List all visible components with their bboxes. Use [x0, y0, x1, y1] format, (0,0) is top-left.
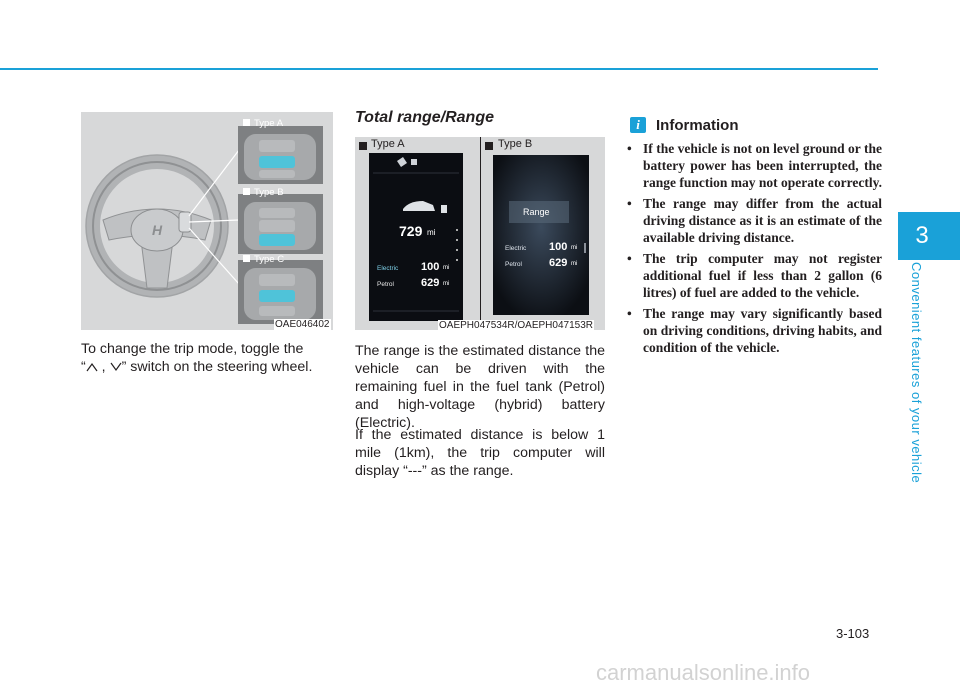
bullet: • — [627, 306, 632, 321]
type-b-figure-label: Type B — [254, 187, 284, 198]
electric-value-b: 100 — [549, 241, 568, 253]
information-icon: i — [630, 117, 646, 133]
down-arrow-icon — [110, 359, 122, 369]
type-c-figure-label: Type C — [254, 254, 285, 265]
steering-wheel-illustration — [81, 112, 333, 330]
type-a-label: Type A — [371, 138, 405, 150]
petrol-value-b: 629 — [549, 257, 568, 269]
screen-b-graphics — [493, 155, 589, 315]
cluster-screen-type-a — [369, 153, 463, 321]
list-item — [626, 195, 882, 246]
section-title: Total range/Range — [355, 109, 494, 126]
type-b-panel — [238, 194, 323, 254]
info-item-text: The trip computer may not register additional fuel if less than 2 gallon (6 litres) of fuel are added to the vehicle. — [643, 251, 882, 300]
figure-divider — [480, 137, 481, 321]
range-paragraph-2: If the estimated distance is below 1 mile (1km), the trip computer will display “---” as the range. — [355, 427, 605, 479]
chapter-number: 3 — [915, 222, 929, 249]
quote-open: “ — [81, 359, 86, 375]
trip-mode-text-1: To change the trip mode, toggle the — [81, 341, 304, 357]
electric-value-a: 100 — [421, 261, 440, 273]
chapter-tab — [898, 212, 960, 260]
info-item-text: If the vehicle is not on level ground or the battery power has been interrupted, the range function may not operate correctly. — [643, 141, 882, 190]
bullet: • — [627, 251, 632, 266]
header-rule — [0, 68, 878, 70]
petrol-unit-b: mi — [571, 261, 578, 267]
info-item-text: The range may vary significantly based on driving conditions, driving habits, and condition of the vehicle. — [643, 306, 882, 355]
type-a-square-icon — [359, 142, 367, 150]
range-paragraph-1: The range is the estimated distance the vehicle can be driven with the remaining fuel in the fuel tank (Petrol) and high-voltage (hybrid) battery (Electric). — [355, 343, 605, 431]
trip-mode-text-2: ” switch on the steering wheel. — [121, 359, 313, 375]
cluster-screen-type-b — [493, 155, 589, 315]
electric-label-a: Electric — [377, 265, 399, 272]
range-value-a: 729 — [399, 223, 423, 239]
type-c-panel — [238, 260, 323, 324]
petrol-label-b: Petrol — [505, 261, 522, 268]
trip-mode-paragraph — [81, 340, 333, 376]
list-item — [626, 250, 882, 301]
range-title-b: Range — [523, 207, 550, 217]
type-b-label: Type B — [498, 138, 533, 150]
figure-caption-2: OAEPH047534R/OAEPH047153R — [439, 320, 593, 331]
information-heading — [630, 116, 739, 134]
cluster-figure — [355, 137, 605, 330]
info-item-text: The range may differ from the actual driving distance as it is an estimate of the available driving distance. — [643, 196, 882, 245]
svg-text:H: H — [151, 222, 163, 238]
figure-caption-1: OAE046402 — [275, 319, 330, 330]
information-title: Information — [656, 116, 739, 134]
list-item — [626, 305, 882, 356]
chapter-title: Convenient features of your vehicle — [909, 262, 924, 484]
petrol-unit-a: mi — [443, 281, 450, 287]
list-item — [626, 140, 882, 191]
petrol-label-a: Petrol — [377, 281, 394, 288]
type-b-square-icon — [485, 142, 493, 150]
up-arrow-icon — [86, 359, 98, 369]
steering-wheel-figure — [81, 112, 333, 330]
type-a-panel — [238, 126, 323, 184]
range-unit-a: mi — [427, 228, 436, 237]
electric-label-b: Electric — [505, 245, 527, 252]
electric-unit-b: mi — [571, 245, 578, 251]
switch-separator: , — [97, 359, 110, 375]
bullet: • — [627, 196, 632, 211]
bullet: • — [627, 141, 632, 156]
footer-watermark: carmanualsonline.info — [596, 660, 811, 685]
page-number: 3-103 — [836, 626, 870, 641]
petrol-value-a: 629 — [421, 277, 440, 289]
information-list — [626, 140, 882, 360]
type-a-figure-label: Type A — [254, 118, 284, 129]
electric-unit-a: mi — [443, 265, 450, 271]
